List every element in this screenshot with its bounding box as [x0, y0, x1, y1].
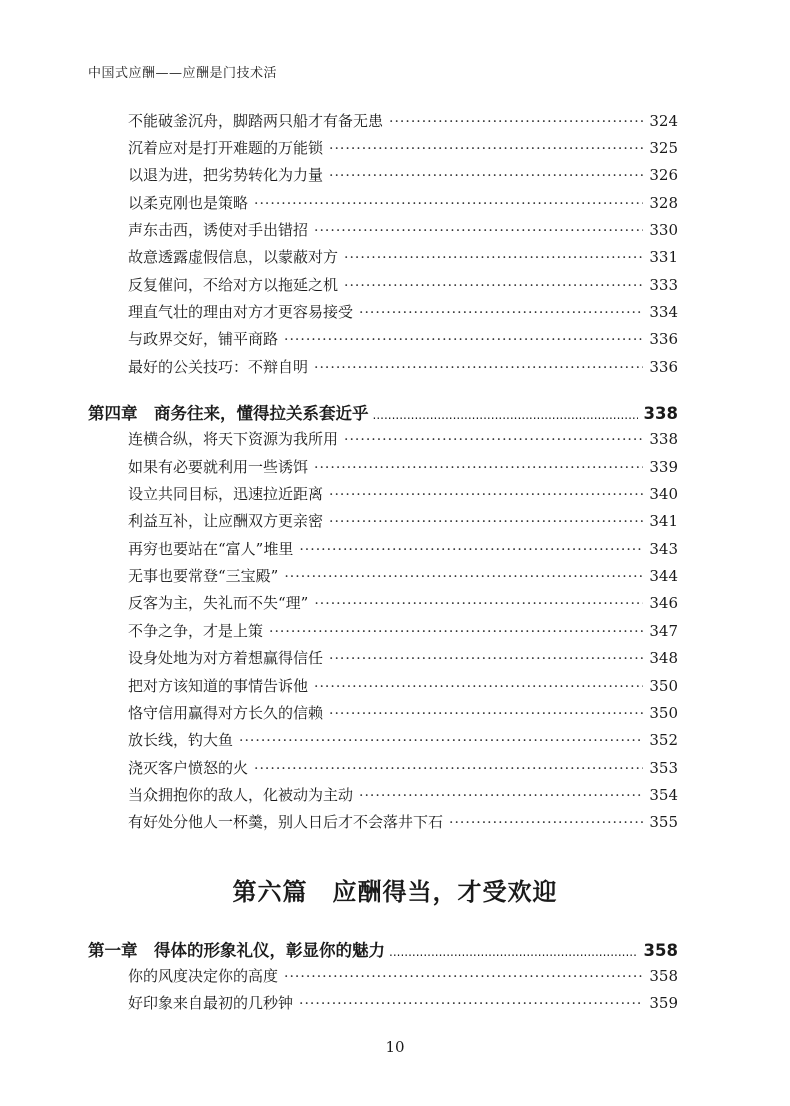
toc-entry[interactable] — [0, 246, 790, 273]
toc-entry[interactable] — [0, 483, 790, 510]
dot-leader — [299, 542, 643, 558]
dot-leader — [329, 487, 643, 503]
toc-entry[interactable] — [0, 965, 790, 992]
dot-leader — [254, 196, 643, 212]
dot-leader — [329, 168, 643, 184]
dot-leader — [314, 460, 643, 476]
toc-entry-page: 344 — [649, 567, 678, 585]
toc-entry-title: 最好的公关技巧：不辩自明 — [128, 358, 309, 376]
toc-entry-page: 339 — [649, 458, 678, 476]
toc-entry-title: 当众拥抱你的敌人，化被动为主动 — [128, 786, 354, 804]
toc-entry-page: 343 — [649, 540, 678, 558]
running-header: 中国式应酬——应酬是门技术活 — [88, 66, 278, 81]
dot-leader — [329, 651, 643, 667]
chapter-title: 第四章 商务往来，懂得拉关系套近乎 — [88, 404, 369, 423]
toc-entry-page: 347 — [649, 622, 678, 640]
dot-leader — [284, 969, 643, 985]
chapter-page: 338 — [643, 404, 678, 423]
toc-entry[interactable] — [0, 620, 790, 647]
toc-entry-title: 你的风度决定你的高度 — [128, 967, 279, 985]
dot-leader — [314, 596, 643, 612]
dot-leader — [389, 114, 643, 130]
toc-entry-page: 354 — [649, 786, 678, 804]
dot-leader — [344, 250, 643, 266]
dot-leader — [254, 761, 643, 777]
dot-leader — [284, 569, 643, 585]
toc-entry-page: 328 — [649, 194, 678, 212]
dot-leader — [344, 278, 643, 294]
toc-entry[interactable] — [0, 301, 790, 328]
toc-entry-title: 反客为主，失礼而不失“理” — [128, 594, 309, 612]
dot-leader — [449, 815, 643, 831]
dot-leader — [329, 141, 643, 157]
toc-entry[interactable] — [0, 757, 790, 784]
toc-entry-title: 放长线，钓大鱼 — [128, 731, 234, 749]
toc-entry-title: 以退为进，把劣势转化为力量 — [128, 166, 324, 184]
toc-entry-title: 把对方该知道的事情告诉他 — [128, 677, 309, 695]
toc-entry[interactable] — [0, 274, 790, 301]
dot-leader — [344, 432, 643, 448]
toc-entry[interactable] — [0, 811, 790, 838]
toc-entry[interactable] — [0, 992, 790, 1019]
toc-entry-title: 设立共同目标，迅速拉近距离 — [128, 485, 324, 503]
toc-entry-page: 324 — [649, 112, 678, 130]
toc-entry-title: 以柔克刚也是策略 — [128, 194, 249, 212]
toc-entry[interactable] — [0, 137, 790, 164]
toc-entry-title: 设身处地为对方着想赢得信任 — [128, 649, 324, 667]
toc-entry-title: 无事也要常登“三宝殿” — [128, 567, 279, 585]
dot-leader — [329, 706, 643, 722]
dot-leader — [284, 332, 643, 348]
dot-leader — [373, 408, 638, 422]
toc-entry[interactable] — [0, 592, 790, 619]
toc-chapter-heading[interactable] — [0, 937, 790, 964]
toc-entry-page: 358 — [649, 967, 678, 985]
dot-leader — [329, 514, 643, 530]
toc-chapter-heading[interactable] — [0, 400, 790, 427]
toc-entry-page: 341 — [649, 512, 678, 530]
toc-entry-title: 好印象来自最初的几秒钟 — [128, 994, 294, 1012]
toc-entry[interactable] — [0, 784, 790, 811]
toc-entry-title: 与政界交好，铺平商路 — [128, 330, 279, 348]
toc-entry-page: 340 — [649, 485, 678, 503]
toc-entry[interactable] — [0, 729, 790, 756]
toc-entry-title: 恪守信用赢得对方长久的信赖 — [128, 704, 324, 722]
toc-entry-page: 353 — [649, 759, 678, 777]
chapter-title: 第一章 得体的形象礼仪，彰显你的魅力 — [88, 941, 385, 960]
toc-entry[interactable] — [0, 702, 790, 729]
toc-entry-title: 如果有必要就利用一些诱饵 — [128, 458, 309, 476]
toc-entry-title: 再穷也要站在“富人”堆里 — [128, 540, 294, 558]
toc-entry[interactable] — [0, 538, 790, 565]
dot-leader — [314, 223, 643, 239]
toc-entry[interactable] — [0, 164, 790, 191]
toc-entry-page: 350 — [649, 704, 678, 722]
toc-entry[interactable] — [0, 675, 790, 702]
toc-entry[interactable] — [0, 219, 790, 246]
toc-entry-title: 不能破釜沉舟，脚踏两只船才有备无患 — [128, 112, 384, 130]
dot-leader — [314, 679, 643, 695]
toc-entry-title: 不争之争，才是上策 — [128, 622, 264, 640]
toc-entry-title: 故意透露虚假信息，以蒙蔽对方 — [128, 248, 339, 266]
toc-entry-page: 350 — [649, 677, 678, 695]
toc-entry-title: 沉着应对是打开难题的万能锁 — [128, 139, 324, 157]
toc-entry[interactable] — [0, 510, 790, 537]
toc-entry-page: 336 — [649, 358, 678, 376]
toc-entry[interactable] — [0, 192, 790, 219]
dot-leader — [359, 788, 643, 804]
toc-entry[interactable] — [0, 110, 790, 137]
toc-entry-title: 利益互补，让应酬双方更亲密 — [128, 512, 324, 530]
dot-leader — [299, 996, 643, 1012]
toc-entry-title: 有好处分他人一杯羹，别人日后才不会落井下石 — [128, 813, 444, 831]
toc-entry-title: 声东击西，诱使对手出错招 — [128, 221, 309, 239]
toc-entry-page: 338 — [649, 430, 678, 448]
toc-entry-page: 352 — [649, 731, 678, 749]
toc-entry-page: 355 — [649, 813, 678, 831]
toc-entry[interactable] — [0, 428, 790, 455]
toc-entry-page: 348 — [649, 649, 678, 667]
toc-entry-page: 336 — [649, 330, 678, 348]
part-heading: 第六篇 应酬得当，才受欢迎 — [232, 877, 558, 906]
dot-leader — [389, 945, 638, 959]
dot-leader — [269, 624, 643, 640]
toc-entry-title: 连横合纵，将天下资源为我所用 — [128, 430, 339, 448]
toc-entry-title: 浇灭客户愤怒的火 — [128, 759, 249, 777]
toc-entry-title: 理直气壮的理由对方才更容易接受 — [128, 303, 354, 321]
toc-entry-page: 331 — [649, 248, 678, 266]
toc-entry-page: 326 — [649, 166, 678, 184]
dot-leader — [314, 360, 643, 376]
toc-entry-title: 反复催问，不给对方以拖延之机 — [128, 276, 339, 294]
dot-leader — [239, 733, 643, 749]
toc-entry-page: 359 — [649, 994, 678, 1012]
toc-entry-page: 325 — [649, 139, 678, 157]
page-number: 10 — [385, 1038, 405, 1056]
toc-entry[interactable] — [0, 647, 790, 674]
toc-entry[interactable] — [0, 356, 790, 383]
toc-entry-page: 333 — [649, 276, 678, 294]
toc-entry-page: 334 — [649, 303, 678, 321]
toc-entry[interactable] — [0, 456, 790, 483]
dot-leader — [359, 305, 643, 321]
toc-entry[interactable] — [0, 565, 790, 592]
chapter-page: 358 — [643, 941, 678, 960]
toc-entry-page: 346 — [649, 594, 678, 612]
toc-entry-page: 330 — [649, 221, 678, 239]
toc-entry[interactable] — [0, 328, 790, 355]
